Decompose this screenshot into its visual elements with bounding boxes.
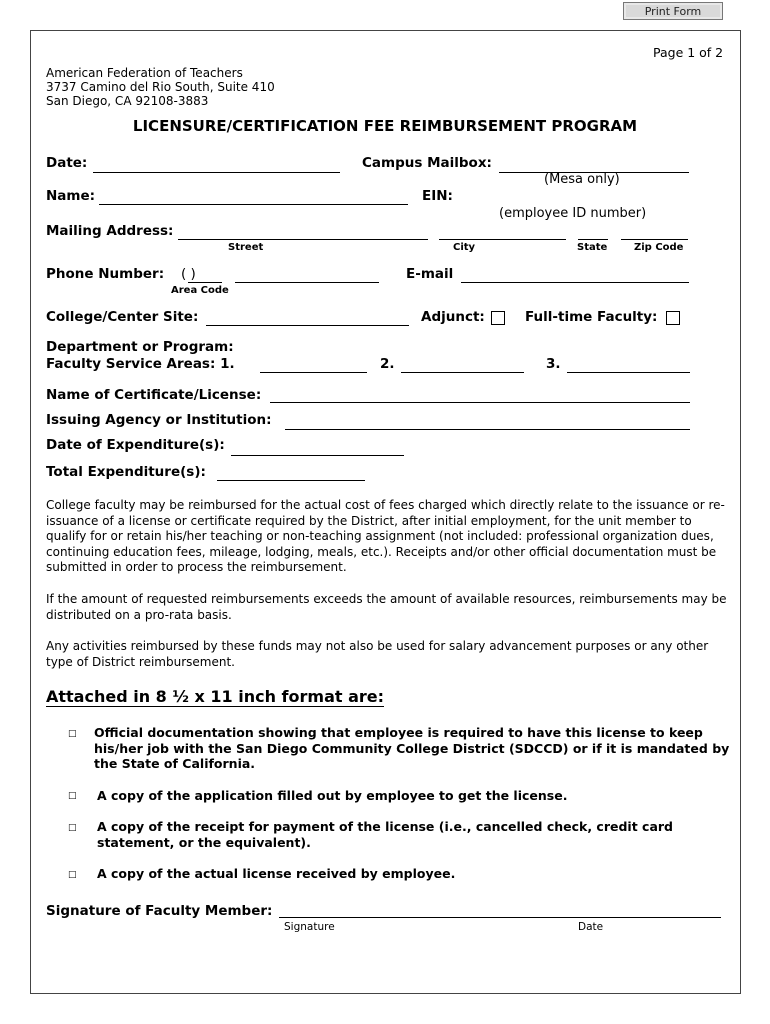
print-form-button[interactable]: Print Form [623,2,723,20]
adjunct-checkbox[interactable] [491,311,505,325]
attachment-item: A copy of the actual license received by employee. [97,866,456,881]
salary-paragraph [46,639,731,670]
phone-area-paren: ( ) [181,266,196,282]
full-time-checkbox[interactable] [666,311,680,325]
campus-mailbox-field[interactable] [499,156,689,173]
date-label: Date: [46,155,88,171]
issuing-agency-field[interactable] [285,413,690,430]
total-expenditure-label: Total Expenditure(s): [46,464,206,480]
area-code-field[interactable] [188,266,222,283]
issuing-agency-label: Issuing Agency or Institution: [46,412,272,428]
faculty-service-label: Faculty Service Areas: 1. [46,356,235,372]
adjunct-label: Adjunct: [421,309,485,325]
name-label: Name: [46,188,96,204]
date-field[interactable] [93,156,340,173]
attached-heading: Attached in 8 ½ x 11 inch format are: [46,687,385,706]
fsa1-field[interactable] [260,356,367,373]
college-site-label: College/Center Site: [46,309,199,325]
bullet-icon: □ [68,729,77,739]
street-caption: Street [228,242,264,253]
zip-caption: Zip Code [634,242,684,253]
attachment-item: A copy of the receipt for payment of the license (i.e., cancelled check, credit card statement, or the equivalent). [97,819,673,850]
street-field[interactable] [178,223,428,240]
ein-label: EIN: [422,188,453,204]
cert-name-field[interactable] [270,386,690,403]
form-title: LICENSURE/CERTIFICATION FEE REIMBURSEMENT PROGRAM [132,117,638,135]
name-field[interactable] [99,188,408,205]
phone-field[interactable] [235,266,379,283]
paragraph-text: Any activities reimbursed by these funds may not also be used for salary advancement purposes or any other type of District reimbursement. [46,639,709,669]
bullet-icon: □ [68,870,77,880]
bullet-icon: □ [68,791,77,801]
state-caption: State [577,242,608,253]
org-name: American Federation of Teachers [46,66,243,80]
page-number: Page 1 of 2 [653,45,724,60]
signature-field[interactable] [279,901,721,918]
date-expenditure-field[interactable] [231,439,404,456]
paragraph-text: College faculty may be reimbursed for the actual cost of fees charged which directly relate to the issuance or re-issuance of a license or certificate required by the District, after initial employment, for the unit member to qualify for or retain his/her teaching or non-teaching assignment (not included: professional organization dues, continuing education fees, mileage, lodging, meals, etc.). Receipts and/or other official documentation must be submitted in order to process the reimbursement. [46,498,725,574]
employee-id-note: (employee ID number) [499,206,647,221]
email-field[interactable] [461,266,689,283]
fsa3-label: 3. [546,356,561,372]
signature-label: Signature of Faculty Member: [46,903,273,919]
zip-field[interactable] [621,223,688,240]
area-code-caption: Area Code [171,285,229,296]
signature-caption: Signature [284,921,335,933]
fsa2-label: 2. [380,356,395,372]
mailing-address-label: Mailing Address: [46,223,174,239]
paragraph-text: If the amount of requested reimbursements exceeds the amount of available resources, reimbursements may be distributed on a pro-rata basis. [46,592,727,622]
college-site-field[interactable] [206,309,409,326]
city-caption: City [453,242,476,253]
city-field[interactable] [439,223,566,240]
fsa3-field[interactable] [567,356,690,373]
email-label: E-mail [406,266,454,282]
mesa-only-note: (Mesa only) [544,172,620,187]
org-address-line2: San Diego, CA 92108-3883 [46,94,209,108]
org-address-line1: 3737 Camino del Rio South, Suite 410 [46,80,275,94]
bullet-icon: □ [68,823,77,833]
campus-mailbox-label: Campus Mailbox: [362,155,492,171]
pro-rata-paragraph [46,592,731,623]
signature-date-caption: Date [578,921,604,933]
date-expenditure-label: Date of Expenditure(s): [46,437,225,453]
ein-field[interactable] [460,188,689,204]
fsa2-field[interactable] [401,356,524,373]
state-field[interactable] [578,223,608,240]
eligibility-paragraph [46,498,731,576]
total-expenditure-field[interactable] [217,464,365,481]
cert-name-label: Name of Certificate/License: [46,387,262,403]
full-time-label: Full-time Faculty: [525,309,658,325]
phone-label: Phone Number: [46,266,165,282]
attachment-item: Official documentation showing that employee is required to have this license to keep his/her job with the San Diego Community College District (SDCCD) or if it is mandated by the State of California. [94,725,730,771]
department-label: Department or Program: [46,339,234,355]
attachment-item: A copy of the application filled out by employee to get the license. [97,788,568,803]
